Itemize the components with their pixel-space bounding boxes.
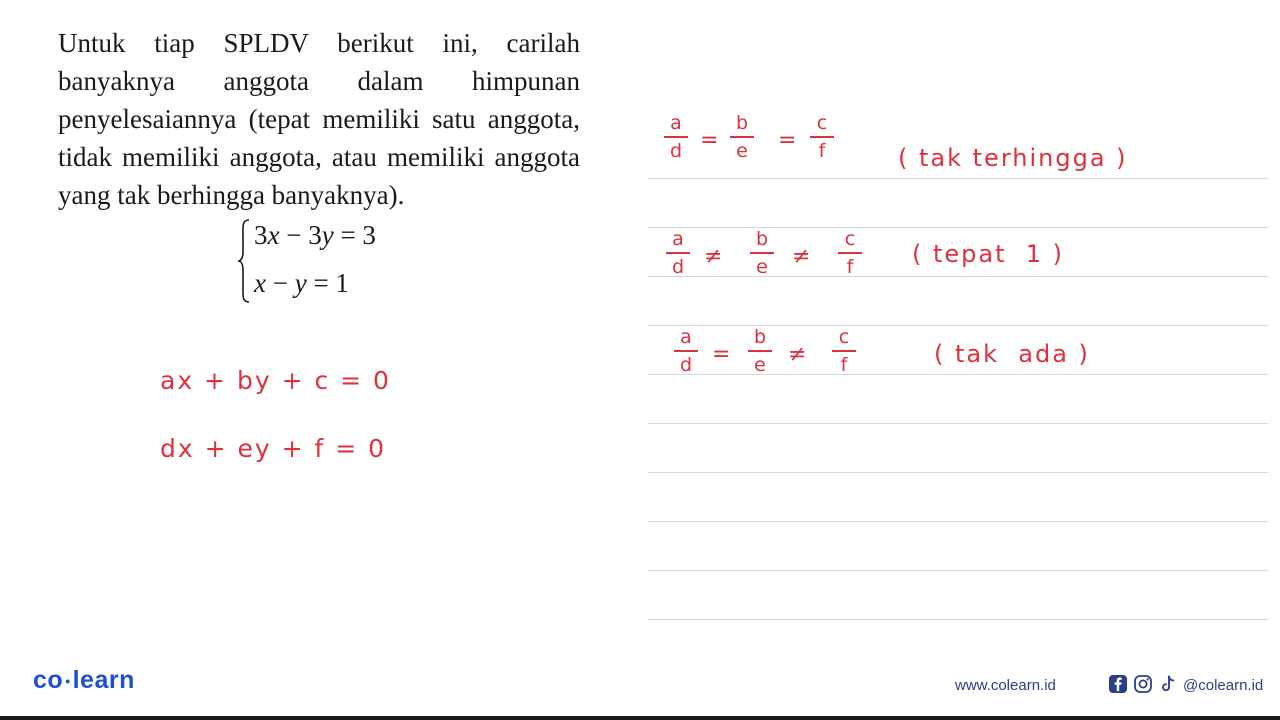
operator: = [712, 342, 731, 367]
fraction-c-over-f: c f [810, 112, 834, 162]
note-tak-ada: ( tak ada ) [934, 340, 1090, 368]
fraction-a-over-d: a d [674, 326, 698, 376]
ruled-line [648, 325, 1268, 326]
equation-system [236, 218, 436, 304]
fraction-b-over-e: b e [748, 326, 772, 376]
problem-statement: Untuk tiap SPLDV berikut ini, carilah banyaknya anggota dalam himpunan penyelesaiannya (tepat memiliki satu anggota, tidak memiliki anggota, atau memiliki anggota yang tak berhingga banyaknya). [58, 28, 580, 210]
colearn-logo: co •learn [33, 666, 135, 694]
instagram-icon[interactable] [1133, 674, 1153, 694]
ruled-line [648, 374, 1268, 375]
operator: ≠ [704, 244, 723, 269]
ruled-line [648, 423, 1268, 424]
facebook-icon[interactable] [1108, 674, 1128, 694]
operator: = [700, 128, 719, 153]
ruled-line [648, 472, 1268, 473]
operator: ≠ [788, 342, 807, 367]
fraction-a-over-d: a d [666, 228, 690, 278]
ruled-line [648, 570, 1268, 571]
social-handle: @colearn.id [1183, 677, 1264, 694]
operator: ≠ [792, 244, 811, 269]
equation-1: 3x − 3y = 3 [254, 220, 376, 250]
note-tepat-1: ( tepat 1 ) [912, 240, 1065, 268]
ruled-line [648, 619, 1268, 620]
ruled-line [648, 227, 1268, 228]
note-tak-terhingga: ( tak terhingga ) [898, 144, 1128, 172]
handwritten-general-eq-2: dx + ey + f = 0 [160, 434, 387, 463]
footer-divider [0, 716, 1280, 720]
fraction-b-over-e: b e [750, 228, 774, 278]
operator: = [778, 128, 797, 153]
handwritten-general-eq-1: ax + by + c = 0 [160, 366, 391, 395]
fraction-c-over-f: c f [838, 228, 862, 278]
ruled-line [648, 521, 1268, 522]
ruled-line [648, 178, 1268, 179]
equation-2: x − y = 1 [254, 268, 349, 298]
left-brace [236, 218, 252, 304]
tiktok-icon[interactable] [1158, 674, 1178, 694]
fraction-a-over-d: a d [664, 112, 688, 162]
fraction-b-over-e: b e [730, 112, 754, 162]
fraction-c-over-f: c f [832, 326, 856, 376]
ruled-line [648, 276, 1268, 277]
website-link[interactable]: www.colearn.id [955, 677, 1056, 694]
